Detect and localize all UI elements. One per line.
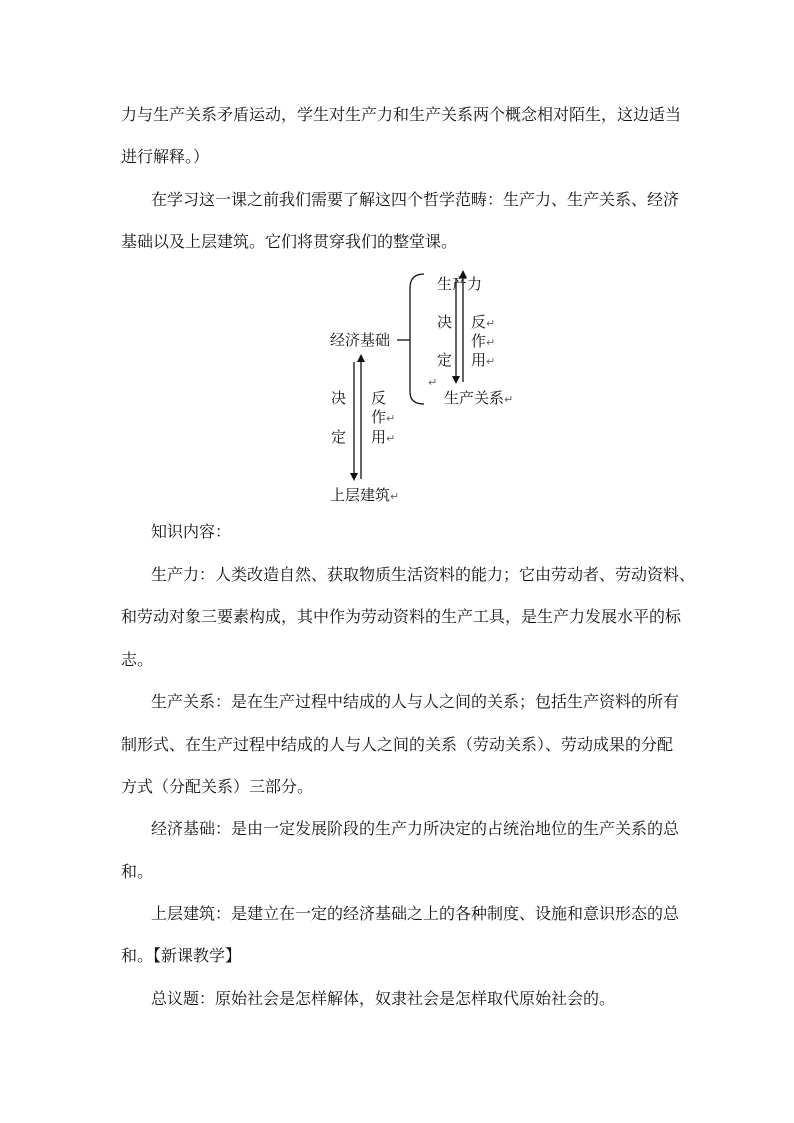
definition-line: 生产力：人类改造自然、获取物质生活资料的能力；它由劳动者、劳动资料、 <box>151 565 696 584</box>
brace <box>410 274 424 404</box>
paragraph-line: 在学习这一课之前我们需要了解这四个哲学范畴：生产力、生产关系、经济 <box>151 190 680 209</box>
label-decide-1: 决 <box>437 313 453 331</box>
definition-line: 上层建筑：是建立在一定的经济基础之上的各种制度、设施和意识形态的总 <box>151 904 680 923</box>
definition-line: 经济基础：是由一定发展阶段的生产力所决定的占统治地位的生产关系的总 <box>151 819 680 838</box>
label-react-1: 反↵ <box>471 313 496 331</box>
definition-line: 生产关系：是在生产过程中结成的人与人之间的关系；包括生产资料的所有 <box>151 692 680 711</box>
label-decide-lower-2: 定 <box>331 428 347 446</box>
definition-line: 志。 <box>121 650 154 669</box>
definition-line: 和。 <box>121 862 154 881</box>
label-react-2: 作↵ <box>471 332 496 350</box>
definition-line: 制形式、在生产过程中结成的人与人之间的关系（劳动关系）、劳动成果的分配 <box>121 735 674 754</box>
definition-line: 总议题：原始社会是怎样解体，奴隶社会是怎样取代原始社会的。 <box>151 989 616 1008</box>
definition-line: 和。【新课教学】 <box>121 946 242 965</box>
definition-line: 和劳动对象三要素构成，其中作为劳动资料的生产工具，是生产力发展水平的标 <box>121 607 682 626</box>
paragraph-line: 进行解释。） <box>121 147 210 166</box>
return-mark: ↵ <box>428 376 438 389</box>
label-react-lower-3: 用↵ <box>371 428 396 446</box>
node-superstructure: 上层建筑↵ <box>330 486 400 504</box>
section-heading: 知识内容： <box>151 522 232 541</box>
label-react-lower-2: 作↵ <box>371 408 396 426</box>
paragraph-line: 力与生产关系矛盾运动，学生对生产力和生产关系两个概念相对陌生，这边适当 <box>121 105 682 124</box>
definition-line: 方式（分配关系）三部分。 <box>121 777 314 796</box>
label-react-3: 用↵ <box>471 351 496 369</box>
paragraph-line: 基础以及上层建筑。它们将贯穿我们的整堂课。 <box>121 232 458 251</box>
node-economic-base: 经济基础 <box>330 331 391 349</box>
label-decide-2: 定 <box>437 351 453 369</box>
node-productive-forces: 生产力 <box>437 275 483 293</box>
label-decide-lower-1: 决 <box>331 389 347 407</box>
node-relations-of-production: 生产关系↵ <box>444 389 514 407</box>
label-react-lower-1: 反 <box>371 389 387 407</box>
